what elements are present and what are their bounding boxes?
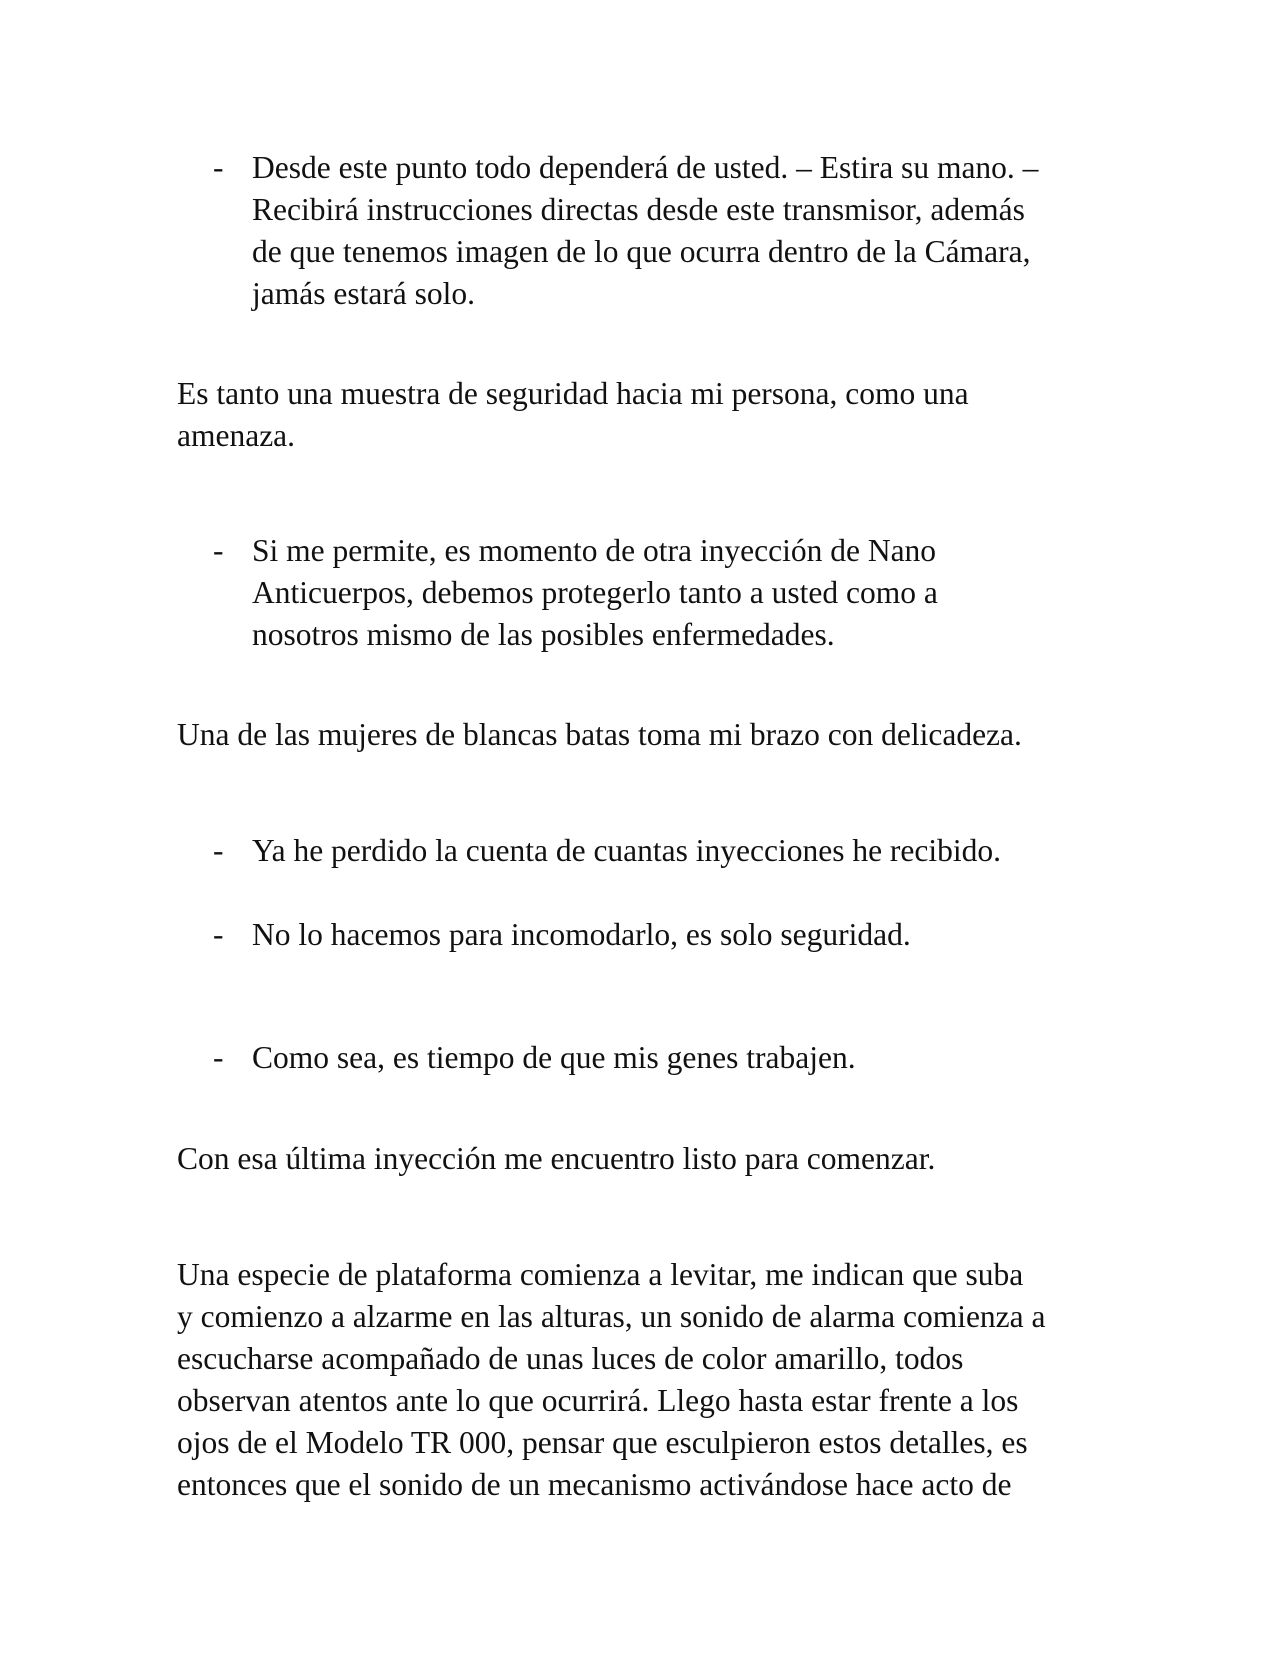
- text-line: Ya he perdido la cuenta de cuantas inyecciones he recibido.: [252, 833, 1002, 868]
- text-line: Con esa última inyección me encuentro listo para comenzar.: [177, 1141, 936, 1176]
- text-line: y comienzo a alzarme en las alturas, un sonido de alarma comienza a: [177, 1299, 1046, 1334]
- text-line: Si me permite, es momento de otra inyección de Nano: [252, 533, 937, 568]
- text-line: Una de las mujeres de blancas batas toma mi brazo con delicadeza.: [177, 717, 1022, 752]
- text-line: escucharse acompañado de unas luces de color amarillo, todos: [177, 1341, 964, 1376]
- dialogue-dash: -: [213, 533, 224, 568]
- dialogue-dash: -: [213, 150, 224, 185]
- text-line: amenaza.: [177, 418, 296, 453]
- dialogue-dash: -: [213, 833, 224, 868]
- text-line: No lo hacemos para incomodarlo, es solo seguridad.: [252, 917, 911, 952]
- text-line: jamás estará solo.: [252, 276, 476, 311]
- text-line: observan atentos ante lo que ocurrirá. Llego hasta estar frente a los: [177, 1383, 1019, 1418]
- text-line: Desde este punto todo dependerá de usted. – Estira su mano. –: [252, 150, 1039, 185]
- text-line: Es tanto una muestra de seguridad hacia mi persona, como una: [177, 376, 969, 411]
- text-line: ojos de el Modelo TR 000, pensar que esculpieron estos detalles, es: [177, 1425, 1028, 1460]
- text-line: Recibirá instrucciones directas desde este transmisor, además: [252, 192, 1025, 227]
- text-line: Como sea, es tiempo de que mis genes trabajen.: [252, 1040, 856, 1075]
- text-line: Anticuerpos, debemos protegerlo tanto a usted como a: [252, 575, 938, 610]
- text-line: nosotros mismo de las posibles enfermedades.: [252, 617, 835, 652]
- dialogue-dash: -: [213, 917, 224, 952]
- dialogue-dash: -: [213, 1040, 224, 1075]
- text-line: Una especie de plataforma comienza a levitar, me indican que suba: [177, 1257, 1024, 1292]
- text-line: de que tenemos imagen de lo que ocurra dentro de la Cámara,: [252, 234, 1031, 269]
- text-line: entonces que el sonido de un mecanismo activándose hace acto de: [177, 1467, 1012, 1502]
